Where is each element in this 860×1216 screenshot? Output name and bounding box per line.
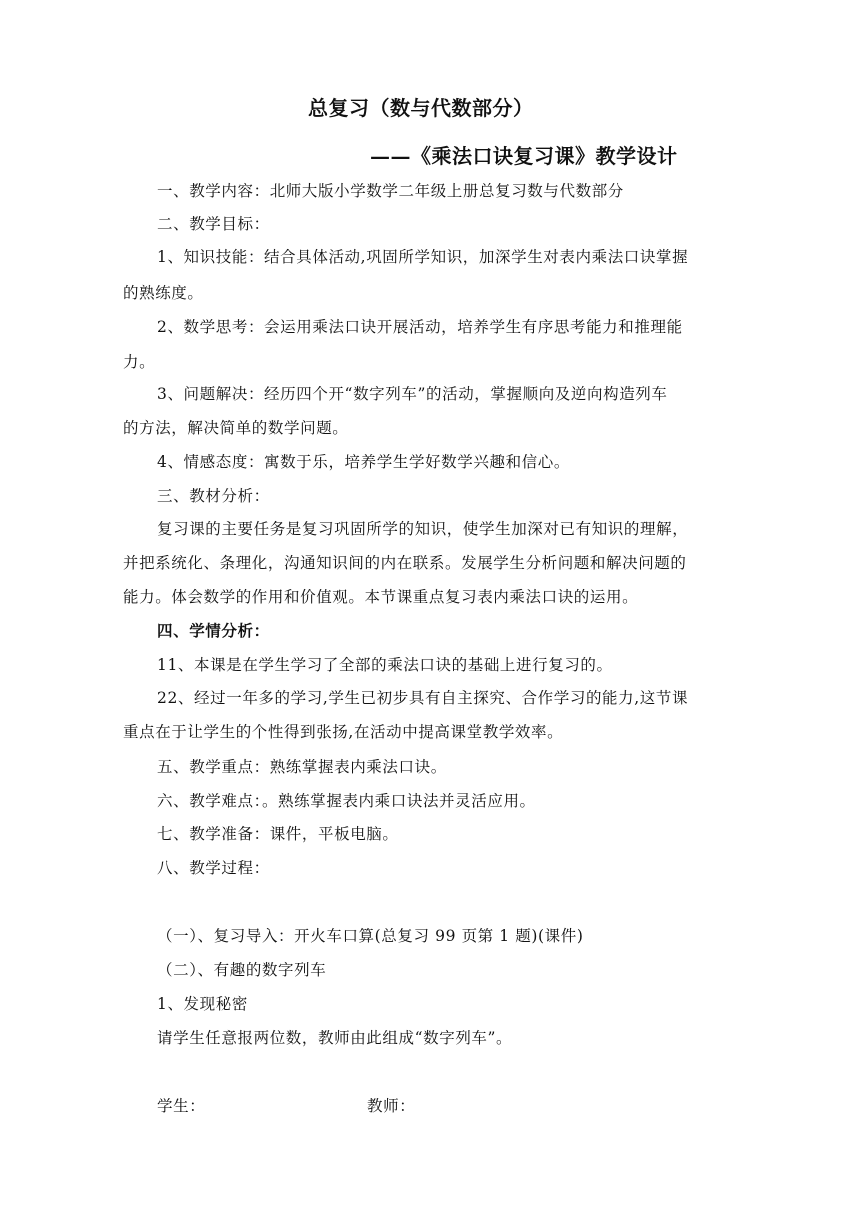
section-preparation: 七、教学准备：课件，平板电脑。 (157, 825, 399, 843)
process-instruction: 请学生任意报两位数，教师由此组成“数字列车”。 (157, 1029, 513, 1047)
section-process-heading: 八、教学过程： (157, 859, 270, 877)
section-key-points: 五、教学重点：熟练掌握表内乘法口诀。 (157, 758, 447, 776)
objective-thinking-cont: 力。 (123, 353, 156, 371)
material-paragraph-line3: 能力。体会数学的作用和价值观。本节课重点复习表内乘法口诀的运用。 (123, 588, 639, 606)
section-content: 一、教学内容：北师大版小学数学二年级上册总复习数与代数部分 (157, 182, 624, 200)
students-point-2: 22、经过一年多的学习,学生已初步具有自主探究、合作学习的能力,这节课 (157, 689, 689, 707)
process-discover-secret: 1、发现秘密 (157, 995, 248, 1013)
process-number-train: （二）、有趣的数字列车 (157, 961, 327, 979)
objective-problem-solving: 3、问题解决：经历四个开“数字列车”的活动，掌握顺向及逆向构造列车 (157, 385, 668, 403)
objective-knowledge: 1、知识技能：结合具体活动,巩固所学知识，加深学生对表内乘法口诀掌握 (157, 248, 689, 266)
objective-knowledge-cont: 的熟练度。 (123, 284, 204, 302)
process-review-intro: （一）、复习导入：开火车口算(总复习 99 页第 1 题)(课件) (157, 927, 584, 945)
objective-thinking: 2、数学思考：会运用乘法口诀开展活动，培养学生有序思考能力和推理能 (157, 318, 683, 336)
objective-attitude: 4、情感态度：寓数于乐，培养学生学好数学兴趣和信心。 (157, 453, 570, 471)
students-point-1: 11、本课是在学生学习了全部的乘法口诀的基础上进行复习的。 (157, 656, 613, 674)
label-student: 学生： (157, 1097, 206, 1115)
section-students-heading: 四、学情分析： (157, 621, 270, 640)
material-paragraph-line1: 复习课的主要任务是复习巩固所学的知识，使学生加深对已有知识的理解， (157, 520, 689, 538)
section-objectives-heading: 二、教学目标： (157, 215, 270, 233)
document-subtitle: ——《乘法口诀复习课》教学设计 (370, 144, 678, 168)
section-material-heading: 三、教材分析： (157, 487, 270, 505)
students-point-2-cont: 重点在于让学生的个性得到张扬,在活动中提高课堂教学效率。 (123, 723, 564, 741)
section-difficulties: 六、教学难点：。熟练掌握表内乘口诀法并灵活应用。 (157, 792, 536, 810)
material-paragraph-line2: 并把系统化、条理化，沟通知识间的内在联系。发展学生分析问题和解决问题的 (123, 554, 687, 572)
document-title: 总复习（数与代数部分） (308, 96, 534, 120)
objective-problem-solving-cont: 的方法，解决简单的数学问题。 (123, 419, 349, 437)
label-teacher: 教师： (367, 1097, 416, 1115)
